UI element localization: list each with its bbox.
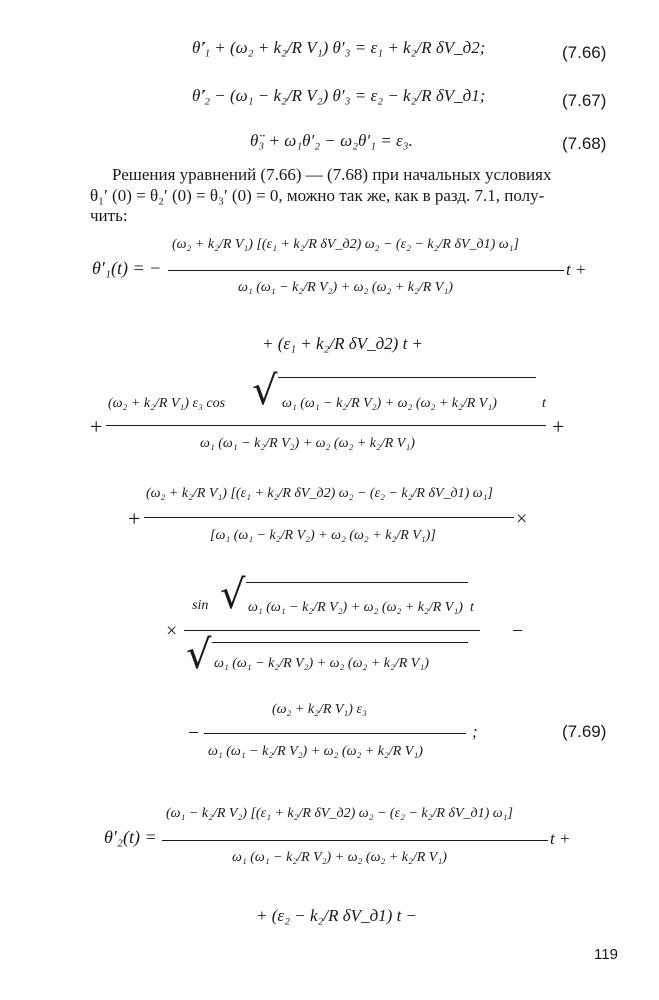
paragraph-line-3: чить:	[90, 206, 128, 225]
fraction3-lead: +	[90, 414, 103, 439]
fraction5-lead: ×	[166, 620, 178, 642]
fraction5-bar	[184, 630, 480, 631]
fraction6-numerator: (ω₂ + k₂/R V₁) ε₃	[272, 702, 367, 717]
fraction4-numerator: (ω₂ + k₂/R V₁) [(ε₁ + k₂/R δV_д2) ω₂ − (ε₂ − k₂/R δV_д1) ω₁]	[146, 486, 493, 501]
equation-7-68-text: θ̈₃ + ω₁θ′₂ − ω₂θ′₁ = ε₃.	[250, 131, 413, 150]
fraction5-numerator-radicand: ω₁ (ω₁ − k₂/R V₂) + ω₂ (ω₂ + k₂/R V₁)	[248, 600, 463, 615]
fraction1-bar	[168, 270, 564, 271]
fraction1-tail: t +	[566, 260, 587, 279]
fraction3-numerator-t: t	[542, 396, 546, 411]
fraction3-tail: +	[552, 414, 565, 439]
fraction5-denominator-radicand: ω₁ (ω₁ − k₂/R V₂) + ω₂ (ω₂ + k₂/R V₁)	[214, 656, 429, 671]
fraction6-tail: ;	[472, 722, 478, 741]
sqrt-icon: √	[220, 572, 246, 618]
sqrt-bar-5b	[212, 642, 468, 643]
theta2-numerator: (ω₁ − k₂/R V₂) [(ε₁ + k₂/R δV_д2) ω₂ − (ε₂ − k₂/R δV_д1) ω₁]	[166, 806, 513, 821]
fraction1-denominator: ω₁ (ω₁ − k₂/R V₂) + ω₂ (ω₂ + k₂/R V₁)	[238, 280, 453, 295]
equation-7-66-number: (7.66)	[562, 43, 607, 62]
fraction3-denominator: ω₁ (ω₁ − k₂/R V₂) + ω₂ (ω₂ + k₂/R V₁)	[200, 436, 415, 451]
paragraph-line-1: Решения уравнений (7.66) — (7.68) при начальных условиях	[112, 165, 552, 184]
equation-7-66-text: θ̇′₁ + (ω₂ + k₂/R V₁) θ′₃ = ε₁ + k₂/R δV_д2;	[192, 38, 486, 57]
fraction5-sin: sin	[192, 598, 209, 613]
equation-7-68	[250, 131, 413, 151]
theta2-denominator: ω₁ (ω₁ − k₂/R V₂) + ω₂ (ω₂ + k₂/R V₁)	[232, 850, 447, 865]
sqrt-bar-5a	[246, 582, 468, 583]
line2-term: + (ε₁ + k₂/R δV_д2) t +	[262, 334, 424, 353]
fraction4-denominator: [ω₁ (ω₁ − k₂/R V₂) + ω₂ (ω₂ + k₂/R V₁)]	[210, 528, 436, 543]
fraction3-numerator-a: (ω₂ + k₂/R V₁) ε₃ cos	[108, 396, 226, 411]
theta1-lhs: θ′₁(t) = −	[92, 258, 162, 278]
equation-7-67-number: (7.67)	[562, 91, 607, 110]
fraction5-tail: −	[512, 620, 524, 642]
page-number: 119	[594, 946, 618, 963]
fraction4-lead: +	[128, 506, 141, 531]
fraction6-bar	[204, 733, 466, 734]
equation-7-68-number: (7.68)	[562, 134, 607, 153]
theta2-lhs: θ′₂(t) =	[104, 827, 157, 847]
sqrt-icon: √	[186, 632, 212, 678]
equation-7-67	[192, 86, 485, 106]
fraction3-bar	[106, 425, 546, 426]
paragraph-line-2: θ₁′ (0) = θ₂′ (0) = θ₃′ (0) = 0, можно так же, как в разд. 7.1, полу-	[90, 186, 545, 205]
theta2-tail: t +	[550, 829, 571, 848]
fraction4-bar	[144, 517, 514, 518]
fraction5-numerator-t: t	[470, 600, 474, 615]
equation-7-69-number: (7.69)	[562, 722, 607, 741]
sqrt-bar-3	[278, 377, 536, 378]
equation-7-67-text: θ̇′₂ − (ω₁ − k₂/R V₂) θ′₃ = ε₂ − k₂/R δV_д1;	[192, 86, 486, 105]
sqrt-icon: √	[252, 368, 278, 414]
fraction6-denominator: ω₁ (ω₁ − k₂/R V₂) + ω₂ (ω₂ + k₂/R V₁)	[208, 744, 423, 759]
theta2-line2: + (ε₂ − k₂/R δV_д1) t −	[256, 906, 418, 925]
fraction4-tail: ×	[516, 508, 528, 530]
fraction3-numerator-radicand: ω₁ (ω₁ − k₂/R V₂) + ω₂ (ω₂ + k₂/R V₁)	[282, 396, 497, 411]
equation-7-66	[192, 38, 485, 58]
theta2-bar	[162, 840, 548, 841]
fraction6-lead: −	[188, 722, 200, 744]
fraction1-numerator: (ω₂ + k₂/R V₁) [(ε₁ + k₂/R δV_д2) ω₂ − (ε₂ − k₂/R δV_д1) ω₁]	[172, 237, 519, 252]
